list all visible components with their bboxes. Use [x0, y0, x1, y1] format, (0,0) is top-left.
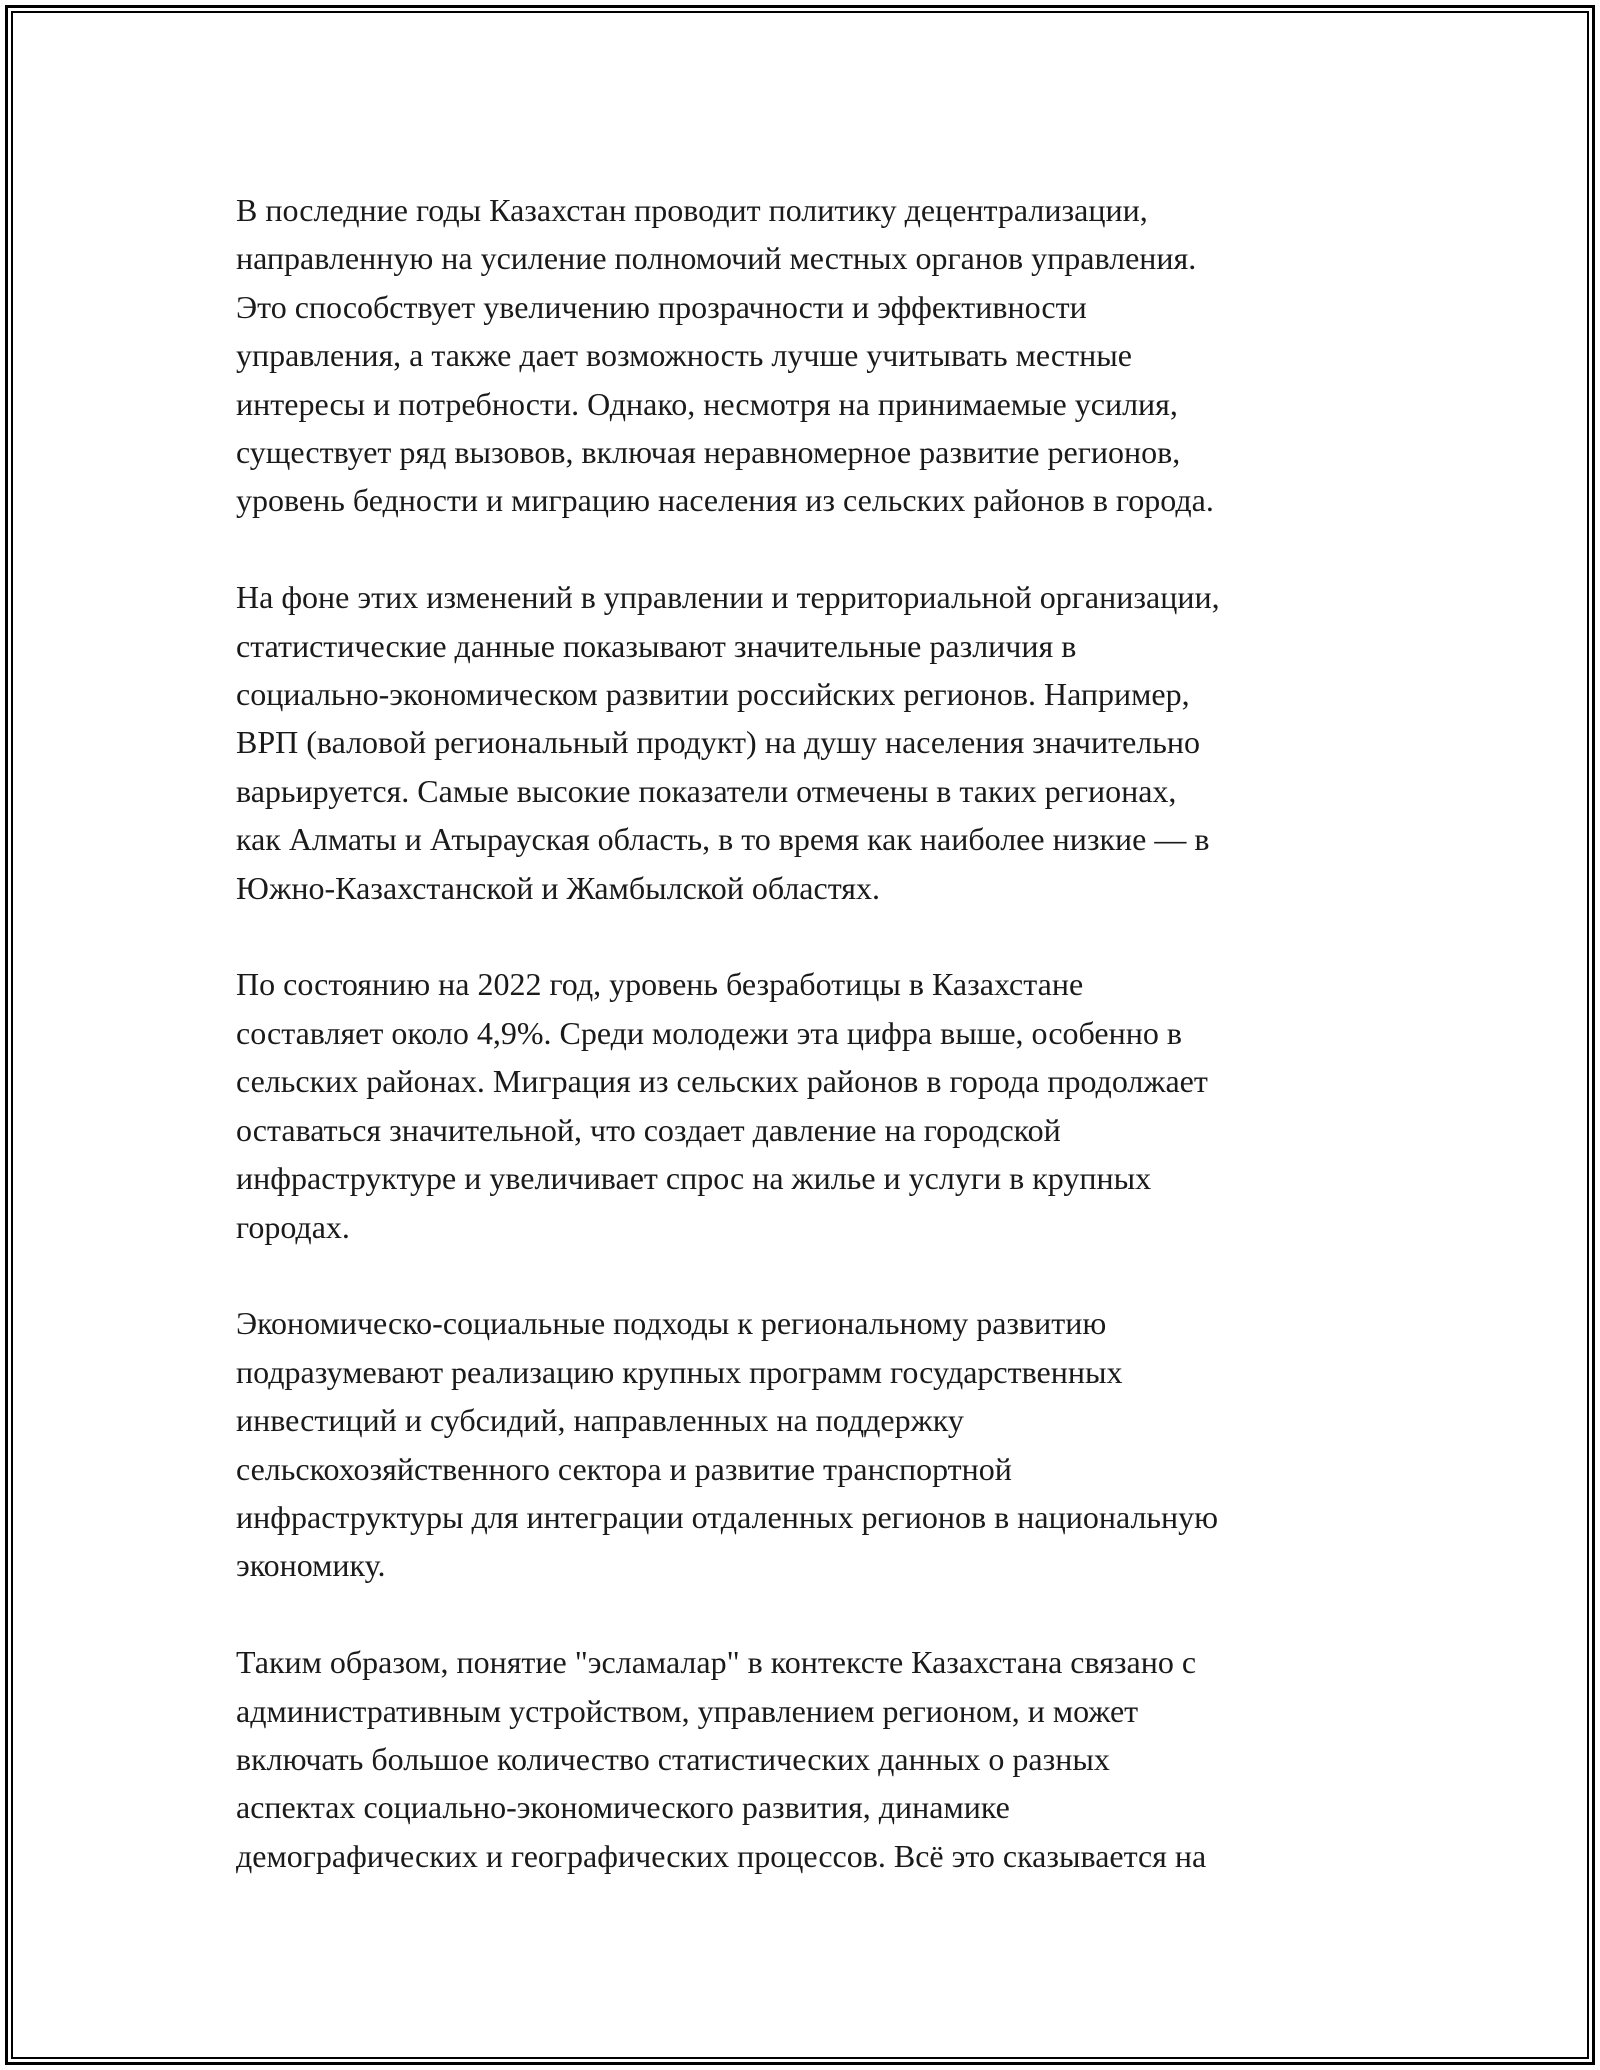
document-body [236, 186, 1396, 1929]
paragraph-regional-statistics: На фоне этих изменений в управлении и территориальной организации, статистические данные показывают значительные различия в социально-экономическом развитии российских регионов. Например, ВРП (валовой региональный продукт) на душу населения значительно варьируется. Самые высокие показатели отмечены в таких регионах, как Алматы и Атырауская область, в то время как наиболее низкие — в Южно-Казахстанской и Жамбылской областях. [236, 579, 1220, 906]
paragraph-decentralization: В последние годы Казахстан проводит политику децентрализации, направленную на усиление полномочий местных органов управления. Это способствует увеличению прозрачности и эффективности управления, а также дает возможность лучше учитывать местные интересы и потребности. Однако, несмотря на принимаемые усилия, существует ряд вызовов, включая неравномерное развитие регионов, уровень бедности и миграцию населения из сельских районов в города. [236, 192, 1214, 519]
paragraph-unemployment: По состоянию на 2022 год, уровень безработицы в Казахстане составляет около 4,9%. Среди молодежи эта цифра выше, особенно в сельских районах. Миграция из сельских районов в города продолжает оставаться значительной, что создает давление на городской инфраструктуре и увеличивает спрос на жилье и услуги в крупных городах. [236, 966, 1208, 1245]
paragraph-economic-approaches: Экономическо-социальные подходы к региональному развитию подразумевают реализацию крупных программ государственных инвестиций и субсидий, направленных на поддержку сельскохозяйственного сектора и развитие транспортной инфраструктуры для интеграции отдаленных регионов в национальную экономику. [236, 1305, 1219, 1584]
paragraph-conclusion: Таким образом, понятие "эсламалар" в контексте Казахстана связано с административным устройством, управлением регионом, и может включать большое количество статистических данных о разных аспектах социально-экономического развития, динамике демографических и географических процессов. Всё это сказывается на [236, 1644, 1207, 1874]
